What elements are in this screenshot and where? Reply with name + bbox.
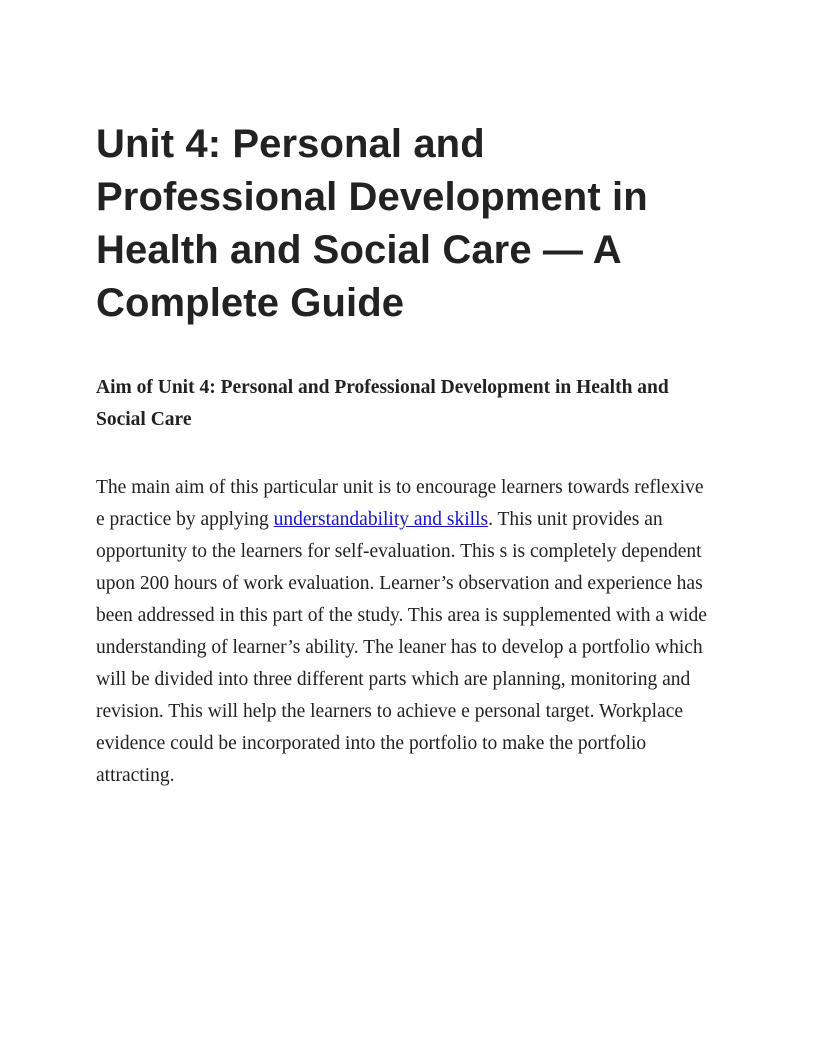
body-paragraph: [96, 472, 714, 792]
paragraph-text-before-link: The main aim of this particular unit is to encourage learners towards reflexive e practice by applying: [96, 477, 704, 530]
understandability-skills-link[interactable]: understandability and skills: [273, 509, 489, 530]
page-title: Unit 4: Personal and Professional Development in Health and Social Care — A Complete Guide: [96, 122, 648, 325]
document-page: [96, 118, 720, 792]
section-heading: Aim of Unit 4: Personal and Professional Development in Health and Social Care: [96, 377, 669, 430]
paragraph-text-after-link: . This unit provides an opportunity to the learners for self-evaluation. This s is completely dependent upon 200 hours of work evaluation. Learner’s observation and experience has been addressed in this part of the study. This area is supplemented with a wide understanding of learner’s ability. The leaner has to develop a portfolio which will be divided into three different parts which are planning, monitoring and revision. This will help the learners to achieve e personal target. Workplace evidence could be incorporated into the portfolio to make the portfolio attracting.: [96, 509, 707, 786]
